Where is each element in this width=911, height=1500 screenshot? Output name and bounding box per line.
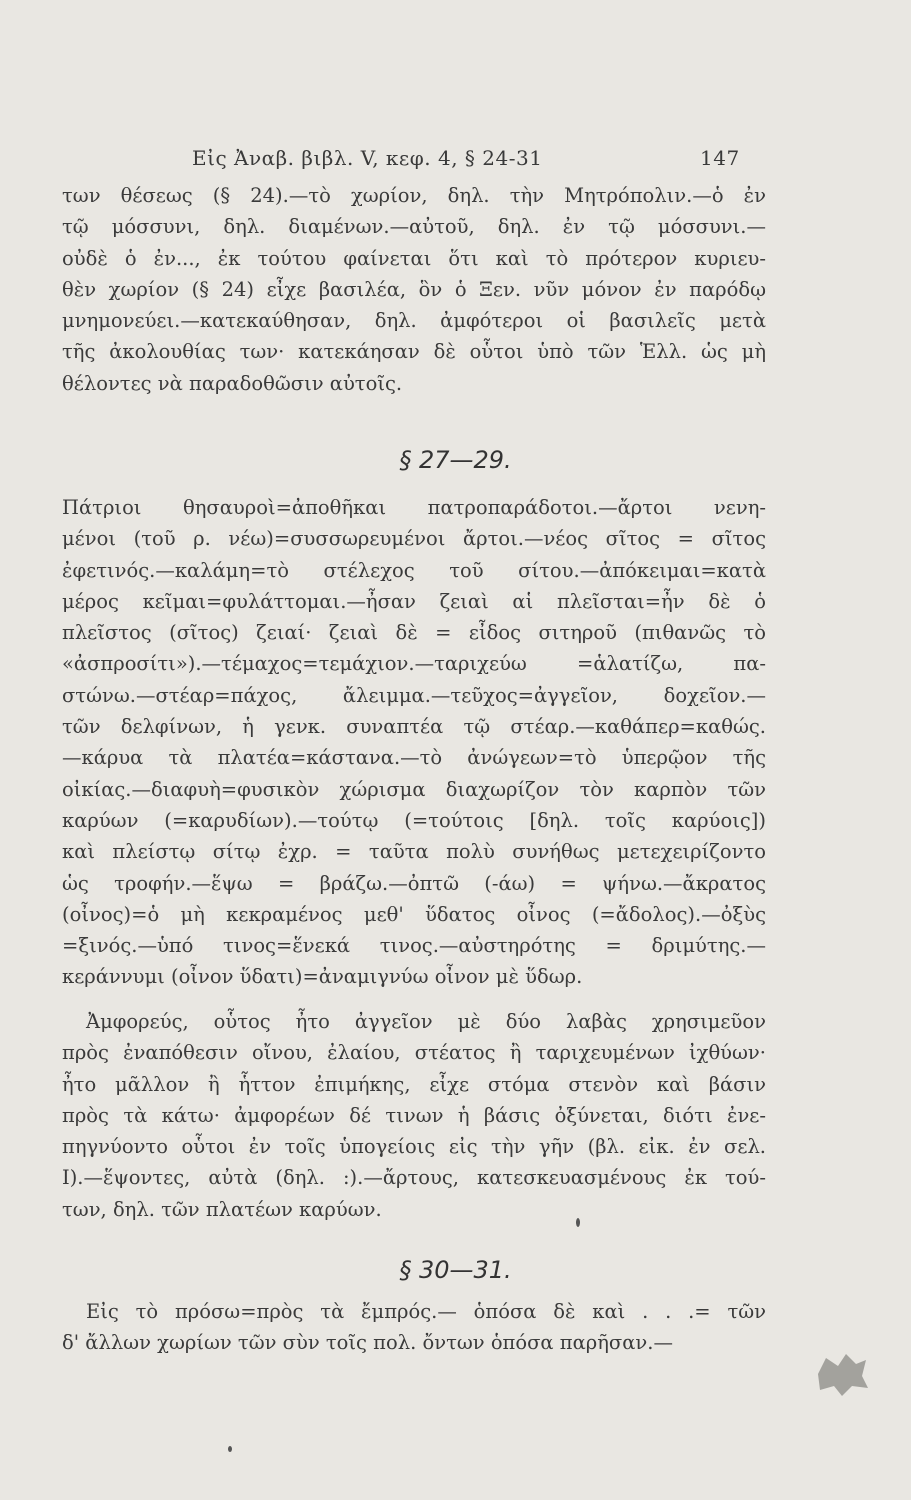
- commentary-paragraph-3: [62, 1006, 766, 1225]
- text-line: =ξινός.—ὑπό τινος=ἕνεκά τινος.—αὐστηρότης = δριμύτης.—: [62, 934, 766, 958]
- text-line: τῆς ἀκολουθίας των· κατεκάησαν δὲ οὗτοι ὑπὸ τῶν Ἑλλ. ὡς μὴ: [62, 340, 766, 364]
- text-line: πρὸς τὰ κάτω· ἀμφορέων δέ τινων ἡ βάσις ὀξύνεται, διότι ἐνε-: [62, 1103, 766, 1127]
- text-line: τῷ μόσσυνι, δηλ. διαμένων.—αὐτοῦ, δηλ. ἐν τῷ μόσσυνι.—: [62, 215, 766, 239]
- text-line: I).—ἕψοντες, αὐτὰ (δηλ. :).—ἄρτους, κατεσκευασμένους ἐκ τού-: [62, 1166, 766, 1190]
- ink-speck: [576, 1218, 580, 1227]
- section-heading: § 30—31.: [399, 1256, 512, 1284]
- text-line: καὶ πλείστῳ σίτῳ ἐχρ. = ταῦτα πολὺ συνήθως μετεχειρίζοντο: [62, 840, 766, 864]
- text-line: πρὸς ἐναπόθεσιν οἴνου, ἐλαίου, στέατος ἢ ταριχευμένων ἰχθύων·: [62, 1041, 766, 1065]
- text-line: θέλοντες νὰ παραδοθῶσιν αὐτοῖς.: [62, 371, 403, 395]
- text-line: δ' ἄλλων χωρίων τῶν σὺν τοῖς πολ. ὄντων ὁπόσα παρῆσαν.—: [62, 1331, 673, 1355]
- stamp-smudge: [812, 1350, 872, 1398]
- ink-speck: [228, 1446, 232, 1452]
- text-line: μένοι (τοῦ ρ. νέω)=συσσωρευμένοι ἄρτοι.—νέος σῖτος = σῖτος: [62, 527, 766, 551]
- text-line: τῶν δελφίνων, ἡ γενκ. συναπτέα τῷ στέαρ.—καθάπερ=καθώς.: [62, 715, 766, 739]
- text-line: ἐφετινός.—καλάμη=τὸ στέλεχος τοῦ σίτου.—ἀπόκειμαι=κατὰ: [62, 558, 766, 582]
- commentary-paragraph-4: [62, 1296, 766, 1359]
- text-line: οἰκίας.—διαφυὴ=φυσικὸν χώρισμα διαχωρίζον τὸν καρπὸν τῶν: [62, 777, 766, 801]
- text-line: των θέσεως (§ 24).—τὸ χωρίον, δηλ. τὴν Μητρόπολιν.—ὁ ἐν: [62, 184, 766, 207]
- page-number: 147: [700, 146, 740, 170]
- commentary-paragraph-1: [62, 180, 766, 399]
- text-line: στώνω.—στέαρ=πάχος, ἄλειμμα.—τεῦχος=ἀγγεῖον, δοχεῖον.—: [62, 683, 766, 707]
- text-line: των, δηλ. τῶν πλατέων καρύων.: [62, 1197, 382, 1221]
- text-line: κεράννυμι (οἶνον ὕδατι)=ἀναμιγνύω οἶνον μὲ ὕδωρ.: [62, 965, 583, 989]
- text-line: μνημονεύει.—κατεκαύθησαν, δηλ. ἀμφότεροι οἱ βασιλεῖς μετὰ: [62, 309, 766, 333]
- text-line: «ἀσπροσίτι»).—τέμαχος=τεμάχιον.—ταριχεύω =ἁλατίζω, πα-: [62, 652, 766, 676]
- text-line: καρύων (=καρυδίων).—τούτῳ (=τούτοις [δηλ. τοῖς καρύοις]): [62, 808, 766, 832]
- section-heading: § 27—29.: [399, 446, 512, 474]
- text-line: ὡς τροφήν.—ἕψω = βράζω.—ὀπτῶ (-άω) = ψήνω.—ἄκρατος: [62, 871, 766, 895]
- text-line: οὐδὲ ὁ ἐν..., ἐκ τούτου φαίνεται ὅτι καὶ τὸ πρότερον κυριευ-: [62, 246, 766, 270]
- text-line: —κάρυα τὰ πλατέα=κάστανα.—τὸ ἀνώγεων=τὸ ὑπερῷον τῆς: [62, 746, 766, 770]
- running-title: Εἰς Ἀναβ. βιβλ. V, κεφ. 4, § 24-31: [192, 146, 543, 170]
- text-line: μέρος κεῖμαι=φυλάττομαι.—ἦσαν ζειαὶ αἱ πλεῖσται=ἦν δὲ ὁ: [62, 589, 766, 613]
- text-line: πηγνύοντο οὗτοι ἐν τοῖς ὑπογείοις εἰς τὴν γῆν (βλ. εἰκ. ἐν σελ.: [62, 1135, 766, 1159]
- running-head: [0, 140, 911, 180]
- text-line: Ἀμφορεύς, οὗτος ἦτο ἀγγεῖον μὲ δύο λαβὰς χρησιμεῦον: [86, 1010, 766, 1033]
- text-line: ἦτο μᾶλλον ἢ ἧττον ἐπιμήκης, εἶχε στόμα στενὸν καὶ βάσιν: [62, 1072, 766, 1096]
- text-line: πλεῖστος (σῖτος) ζειαί· ζειαὶ δὲ = εἶδος σιτηροῦ (πιθανῶς τὸ: [62, 621, 766, 645]
- commentary-paragraph-2: [62, 492, 766, 993]
- text-line: Πάτριοι θησαυροὶ=ἀποθῆκαι πατροπαράδοτοι.—ἄρτοι νενη-: [62, 496, 766, 519]
- text-line: Εἰς τὸ πρόσω=πρὸς τὰ ἔμπρός.— ὁπόσα δὲ καὶ . . .= τῶν: [86, 1300, 766, 1323]
- text-line: θὲν χωρίον (§ 24) εἶχε βασιλέα, ὃν ὁ Ξεν. νῦν μόνον ἐν παρόδῳ: [62, 277, 766, 301]
- text-line: (οἶνος)=ὁ μὴ κεκραμένος μεθ' ὕδατος οἶνος (=ἄδολος).—ὀξὺς: [62, 902, 766, 926]
